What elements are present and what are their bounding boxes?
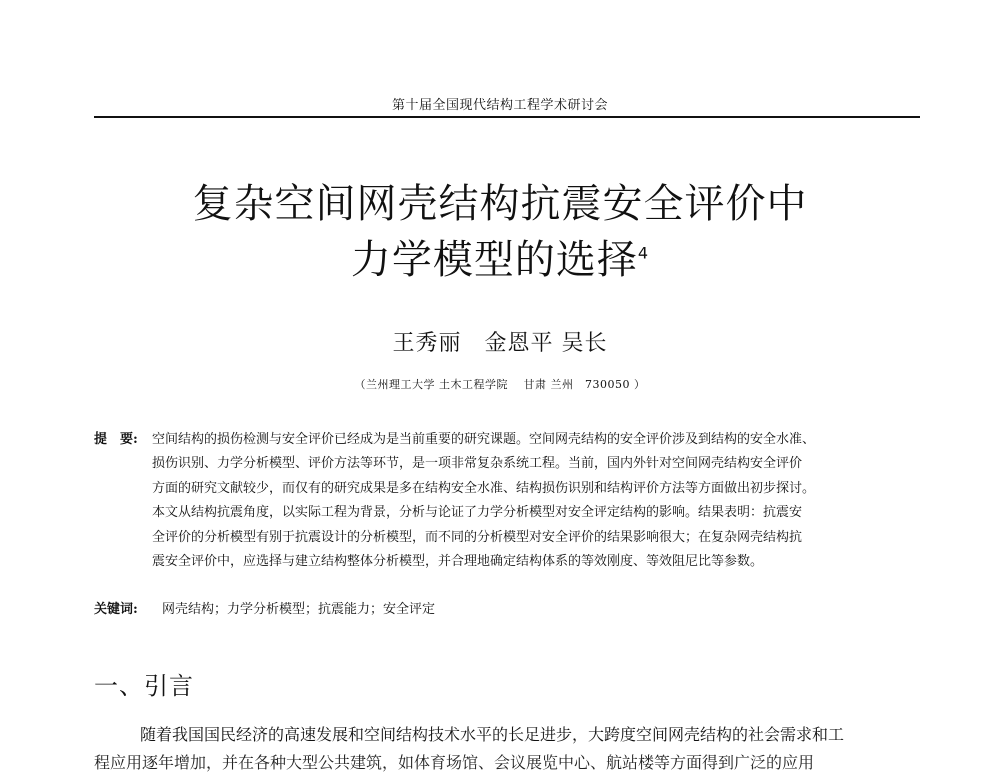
header-rule	[94, 116, 920, 118]
abstract-line: 空间结构的损伤检测与安全评价已经成为是当前重要的研究课题。空间网壳结构的安全评价涉及到结构的安全水准、	[152, 432, 816, 447]
title-line-1-text: 复杂空间网壳结构抗震安全评价中	[192, 181, 808, 227]
abstract-line: 震安全评价中，应选择与建立结构整体分析模型，并合理地确定结构体系的等效刚度、等效阻尼比等参数。	[152, 554, 764, 570]
title-line-1	[0, 172, 1000, 229]
abstract	[94, 428, 924, 574]
title-line-2-text: 力学模型的选择	[350, 237, 638, 283]
body-paragraph-line-2: 程应用逐年增加，并在各种大型公共建筑，如体育场馆、会议展览中心、航站楼等方面得到广泛的应用	[94, 753, 815, 772]
abstract-line: 损伤识别、力学分析模型、评价方法等环节，是一项非常复杂系统工程。当前，国内外针对空间网壳结构安全评价	[152, 456, 803, 472]
affiliation: （兰州理工大学 土木工程学院 甘肃 兰州 730050 ）	[354, 378, 646, 391]
body-paragraph-line-1: 随着我国国民经济的高速发展和空间结构技术水平的长足进步，大跨度空间网壳结构的社会需求和工	[140, 725, 845, 744]
abstract-line: 方面的研究文献较少，而仅有的研究成果是多在结构安全水准、结构损伤识别和结构评价方法等方面做出初步探讨。	[152, 480, 816, 496]
title-line-2	[0, 228, 1000, 285]
abstract-line: 本文从结构抗震角度，以实际工程为背景，分析与论证了力学分析模型对安全评定结构的影响。结果表明：抗震安	[152, 505, 803, 521]
abstract-line: 全评价的分析模型有别于抗震设计的分析模型，而不同的分析模型对安全评价的结果影响很大；在复杂网壳结构抗	[152, 529, 803, 545]
keywords-text: 网壳结构；力学分析模型；抗震能力；安全评定	[162, 602, 436, 617]
title-footnote-mark: 4	[637, 243, 650, 263]
section-heading: 一、引言	[94, 672, 194, 700]
keywords	[94, 600, 435, 620]
running-head: 第十届全国现代结构工程学术研讨会	[391, 98, 608, 113]
keywords-label: 关键词:	[94, 602, 138, 617]
abstract-label: 提 要:	[94, 432, 138, 447]
abstract-text	[152, 428, 924, 574]
authors: 王秀丽 金恩平 吴长	[392, 331, 608, 356]
